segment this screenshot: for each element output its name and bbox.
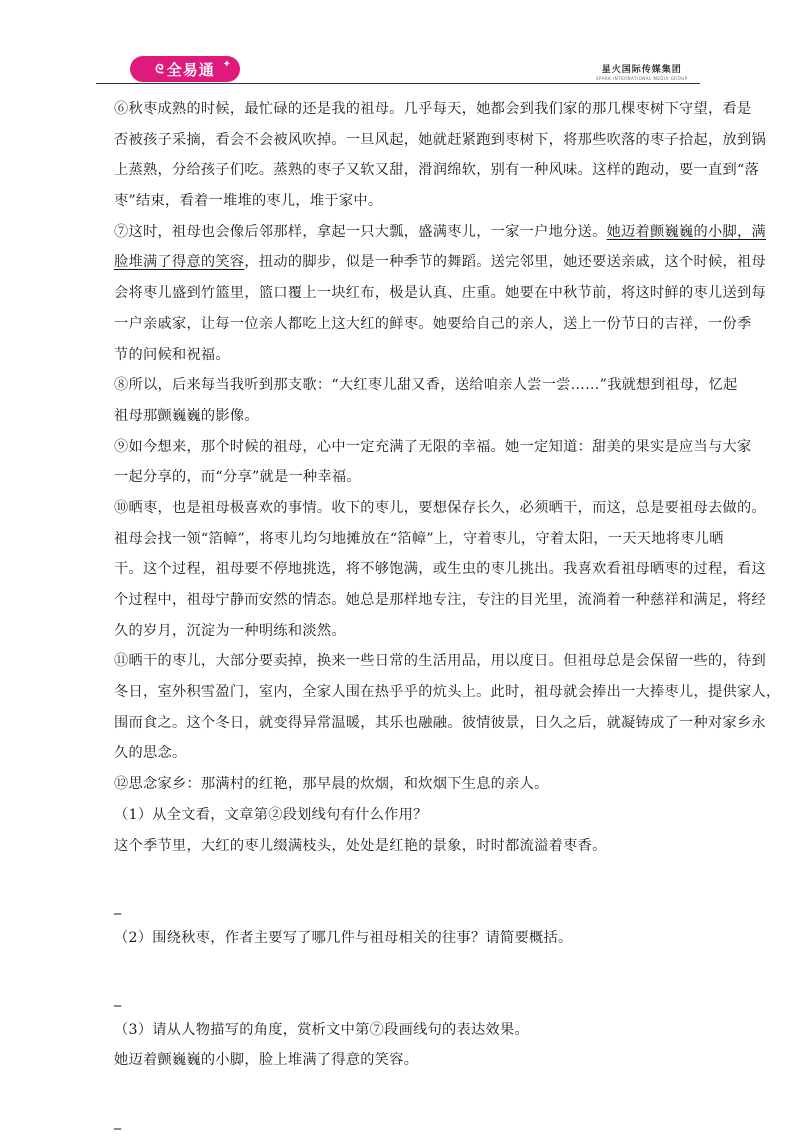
text-line: 枣”结束，看着一堆堆的枣儿，堆于家中。 (114, 193, 383, 210)
paragraph-7 (114, 217, 766, 370)
underlined-sentence: 脸堆满了得意的笑容 (114, 254, 245, 271)
text-line: ⑪晒干的枣儿，大部分要卖掉，换来一些日常的生活用品，用以度日。但祖母总是会保留一些的，待到 (114, 653, 766, 670)
text-line: 久的思念。 (114, 745, 187, 762)
question-3: （3）请从人物描写的角度，赏析文中第⑦段画线句的表达效果。 (114, 1021, 529, 1038)
question-1: （1）从全文看，文章第②段划线句有什么作用？ (114, 806, 428, 823)
question-2: （2）围绕秋枣，作者主要写了哪几件与祖母相关的往事？请简要概括。 (114, 929, 573, 946)
header-divider (96, 83, 700, 84)
paragraph-10 (114, 493, 766, 646)
text-line: 上蒸熟，分给孩子们吃。蒸熟的枣子又软又甜，滑润绵软，别有一种风味。这样的跑动，要一直到“落 (114, 162, 760, 179)
text-line: 否被孩子采摘，看会不会被风吹掉。一旦风起，她就赶紧跑到枣树下，将那些吹落的枣子拾起，放到锅 (114, 131, 766, 148)
publisher-name: 星火国际传媒集团 (601, 65, 682, 75)
paragraph-12 (114, 769, 714, 800)
sparkle-icon: ✦ (222, 59, 232, 70)
text-span: ⑦这时，祖母也会像后邻那样，拿起一只大瓢，盛满枣儿，一家一户地分送。 (114, 223, 607, 240)
text-line: ⑫思念家乡：那满村的红艳，那早晨的炊烟，和炊烟下生息的亲人。 (114, 776, 549, 793)
publisher-brand (596, 62, 688, 81)
text-line: 一户亲戚家，让每一位亲人都吃上这大红的鲜枣。她要给自己的亲人，送上一份节日的吉祥，一份季 (114, 315, 752, 332)
text-line: 祖母那颤巍巍的影像。 (114, 407, 259, 424)
questions (114, 800, 714, 1137)
paragraph-6 (114, 94, 766, 217)
swirl-icon: ᘓ (155, 61, 165, 76)
publisher-name-en: SPARK INTERNATIONAL MEDIA GROUP (596, 76, 688, 81)
text-line (114, 247, 766, 278)
spacer (114, 861, 714, 892)
text-line: 冬日，室外积雪盈门，室内，全家人围在热乎乎的炕头上。此时，祖母就会捧出一大捧枣儿，提供家人， (114, 684, 781, 701)
paragraph-8 (114, 370, 738, 431)
question-1-quote: 这个季节里，大红的枣儿缀满枝头，处处是红艳的景象，时时都流溢着枣香。 (114, 837, 607, 854)
paragraph-11 (114, 646, 781, 769)
page-header (0, 0, 800, 90)
question-3-quote: 她迈着颤巍巍的小脚，脸上堆满了得意的笑容。 (114, 1052, 419, 1069)
text-line: 祖母会找一领“箔幛”，将枣儿均匀地摊放在“箔幛”上，守着枣儿，守着太阳，一天天地将枣儿晒 (114, 530, 724, 547)
answer-blank[interactable]: _ (114, 990, 122, 1007)
text-line: 久的岁月，沉淀为一种明练和淡然。 (114, 622, 346, 639)
text-line: 一起分享的，而“分享”就是一种幸福。 (114, 469, 361, 486)
answer-blank[interactable]: _ (114, 1113, 122, 1130)
underlined-sentence: 她迈着颤巍巍的小脚，满 (606, 223, 766, 240)
spacer (114, 1076, 714, 1107)
text-line: ⑧所以，后来每当我听到那支歌：“大红枣儿甜又香，送给咱亲人尝一尝……”我就想到祖母，忆起 (114, 377, 738, 394)
answer-blank[interactable]: _ (114, 898, 122, 915)
paragraph-9 (114, 432, 752, 493)
document-body (114, 94, 781, 1137)
text-line: 个过程中，祖母宁静而安然的情态。她总是那样地专注，专注的目光里，流淌着一种慈祥和满足，将经 (114, 592, 766, 608)
text-line: 会将枣儿盛到竹篮里，篮口覆上一块红布，极是认真、庄重。她要在中秋节前，将这时鲜的枣儿送到每 (114, 285, 766, 302)
brand-logo (130, 56, 240, 82)
text-span: ，扭动的脚步，似是一种季节的舞蹈。送完邻里，她还要送亲戚，这个时候，祖母 (244, 254, 766, 271)
text-line: ⑥秋枣成熟的时候，最忙碌的还是我的祖母。几乎每天，她都会到我们家的那几棵枣树下守望，看是 (114, 101, 752, 117)
text-line (114, 217, 766, 248)
text-line: 干。这个过程，祖母要不停地挑选，将不够饱满，或生虫的枣儿挑出。我喜欢看祖母晒枣的过程，看这 (114, 561, 766, 578)
text-line: ⑨如今想来，那个时候的祖母，心中一定充满了无限的幸福。她一定知道：甜美的果实是应当与大家 (114, 438, 752, 455)
text-line: ⑩晒枣，也是祖母极喜欢的事情。收下的枣儿，要想保存长久，必须晒干，而这，总是要祖母去做的。 (114, 499, 766, 516)
text-line: 节的问候和祝福。 (114, 346, 230, 363)
text-line: 围而食之。这个冬日，就变得异常温暖，其乐也融融。彼情彼景，日久之后，就凝铸成了一种对家乡永 (114, 714, 766, 731)
logo-text: 全易通 (166, 60, 215, 79)
spacer (114, 953, 714, 984)
